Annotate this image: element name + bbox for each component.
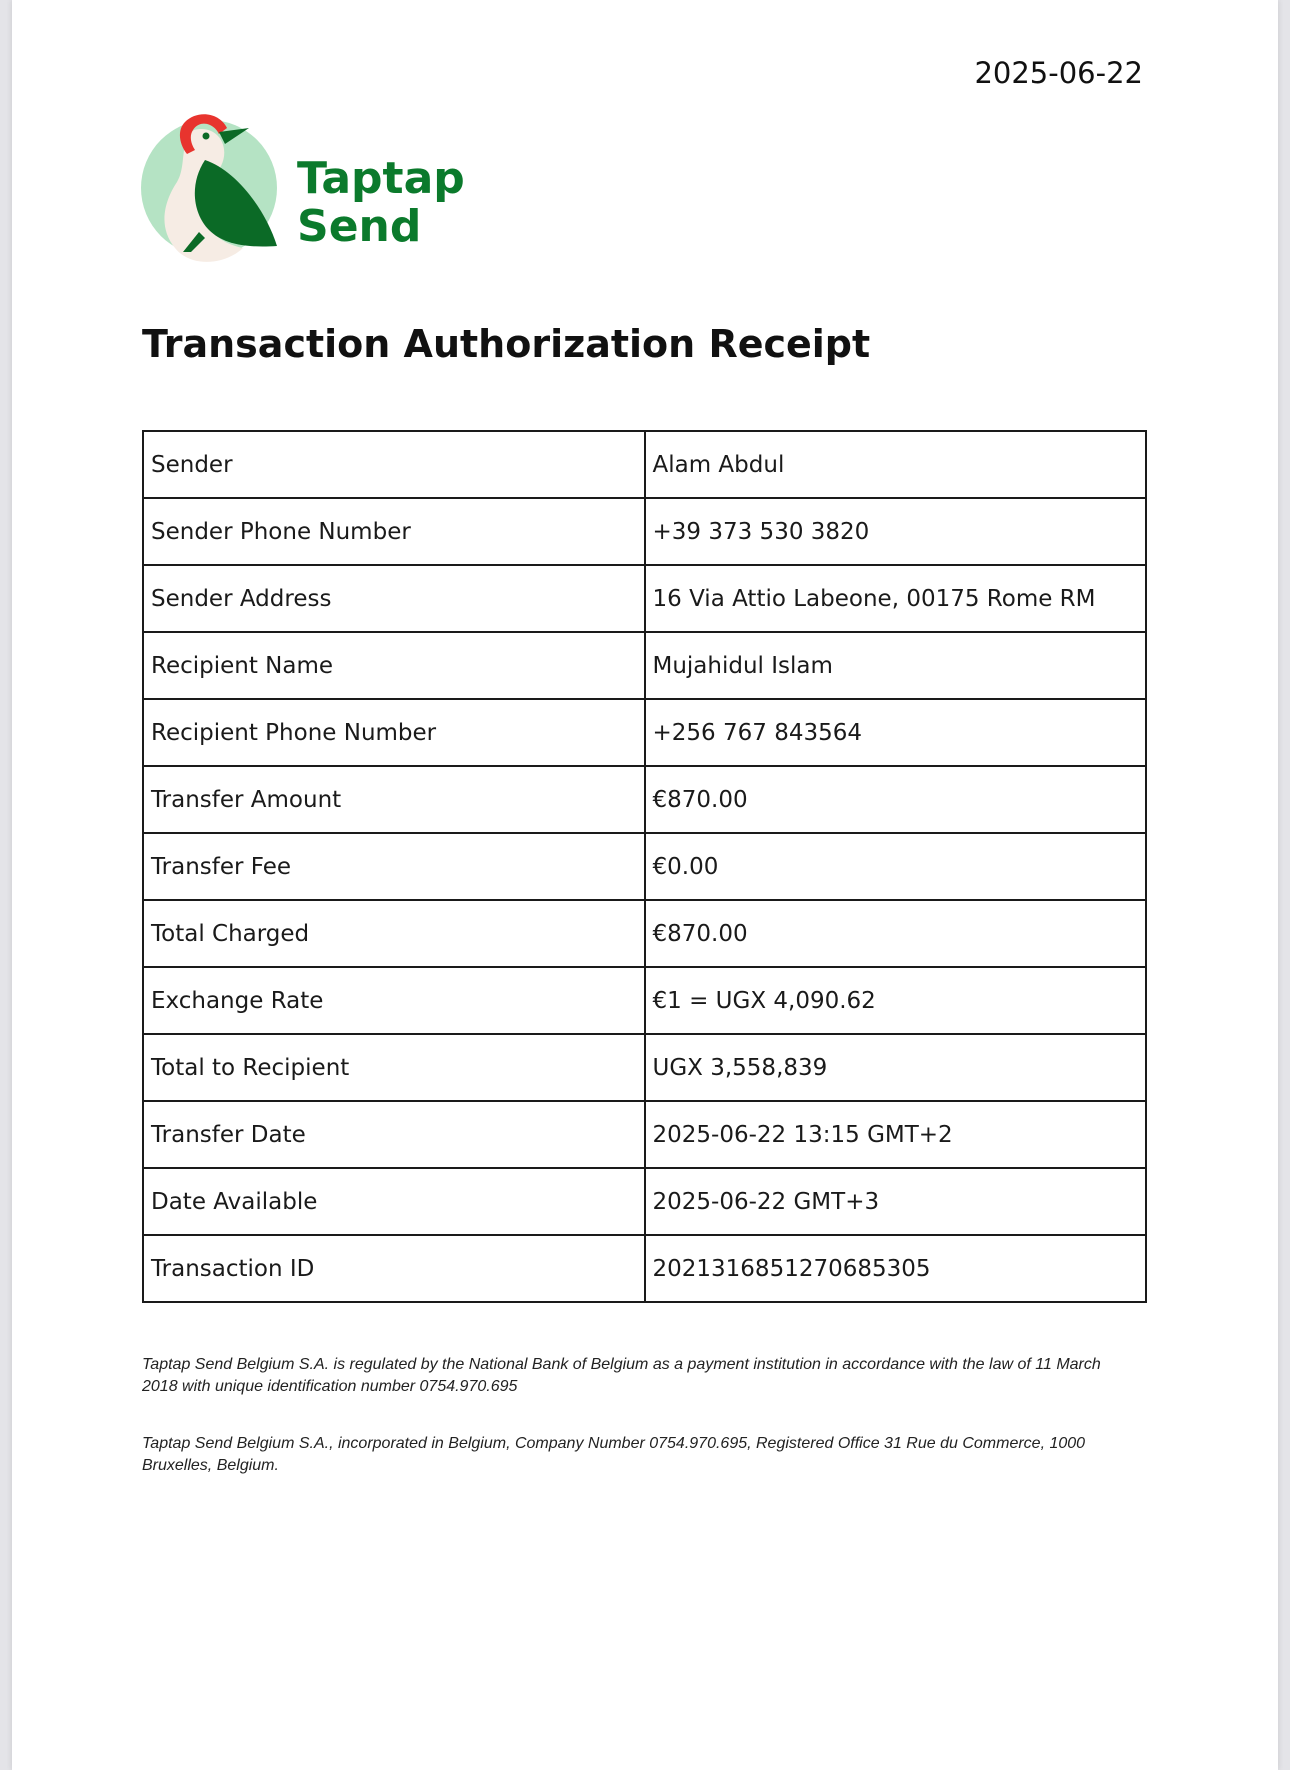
row-label: Transfer Date (143, 1101, 645, 1168)
row-label: Sender Phone Number (143, 498, 645, 565)
table-row-sender-address (143, 565, 1146, 632)
table-row-exchange-rate (143, 967, 1146, 1034)
row-label: Transfer Fee (143, 833, 645, 900)
table-row-transaction-id (143, 1235, 1146, 1302)
row-value: €0.00 (645, 833, 1147, 900)
row-value: +39 373 530 3820 (645, 498, 1147, 565)
table-row-transfer-fee (143, 833, 1146, 900)
row-label: Total Charged (143, 900, 645, 967)
receipt-details-table (142, 430, 1147, 1303)
row-label: Date Available (143, 1168, 645, 1235)
row-label: Recipient Name (143, 632, 645, 699)
table-row-total-to-recipient (143, 1034, 1146, 1101)
row-value: €870.00 (645, 900, 1147, 967)
row-label: Total to Recipient (143, 1034, 645, 1101)
table-row-transfer-amount (143, 766, 1146, 833)
row-label: Recipient Phone Number (143, 699, 645, 766)
row-value: €870.00 (645, 766, 1147, 833)
table-row-sender (143, 431, 1146, 498)
row-value: 16 Via Attio Labeone, 00175 Rome RM (645, 565, 1147, 632)
row-label: Transfer Amount (143, 766, 645, 833)
logo-word-send: Send (297, 201, 422, 252)
row-value: €1 = UGX 4,090.62 (645, 967, 1147, 1034)
table-row-transfer-date (143, 1101, 1146, 1168)
company-registration-note: Taptap Send Belgium S.A., incorporated in Belgium, Company Number 0754.970.695, Registered Office 31 Rue du Commerce, 1000 Bruxelles, Belgium. (142, 1435, 1086, 1474)
row-value: Mujahidul Islam (645, 632, 1147, 699)
row-label: Sender (143, 431, 645, 498)
receipt-page (12, 0, 1278, 1770)
taptap-send-logo (139, 108, 499, 278)
row-label: Transaction ID (143, 1235, 645, 1302)
table-row-recipient-name (143, 632, 1146, 699)
table-row-total-charged (143, 900, 1146, 967)
row-value: 2025-06-22 GMT+3 (645, 1168, 1147, 1235)
regulatory-disclaimer: Taptap Send Belgium S.A. is regulated by the National Bank of Belgium as a payment institution in accordance with the law of 11 March 2018 with unique identification number 0754.970.695 (142, 1356, 1101, 1395)
logo-word-taptap: Taptap (297, 153, 465, 204)
row-value: +256 767 843564 (645, 699, 1147, 766)
receipt-title: Transaction Authorization Receipt (142, 322, 871, 366)
table-row-recipient-phone (143, 699, 1146, 766)
row-value: 2025-06-22 13:15 GMT+2 (645, 1101, 1147, 1168)
row-value: 2021316851270685305 (645, 1235, 1147, 1302)
table-row-sender-phone (143, 498, 1146, 565)
row-label: Exchange Rate (143, 967, 645, 1034)
row-label: Sender Address (143, 565, 645, 632)
receipt-date: 2025-06-22 (974, 56, 1143, 90)
table-row-date-available (143, 1168, 1146, 1235)
row-value: Alam Abdul (645, 431, 1147, 498)
row-value: UGX 3,558,839 (645, 1034, 1147, 1101)
